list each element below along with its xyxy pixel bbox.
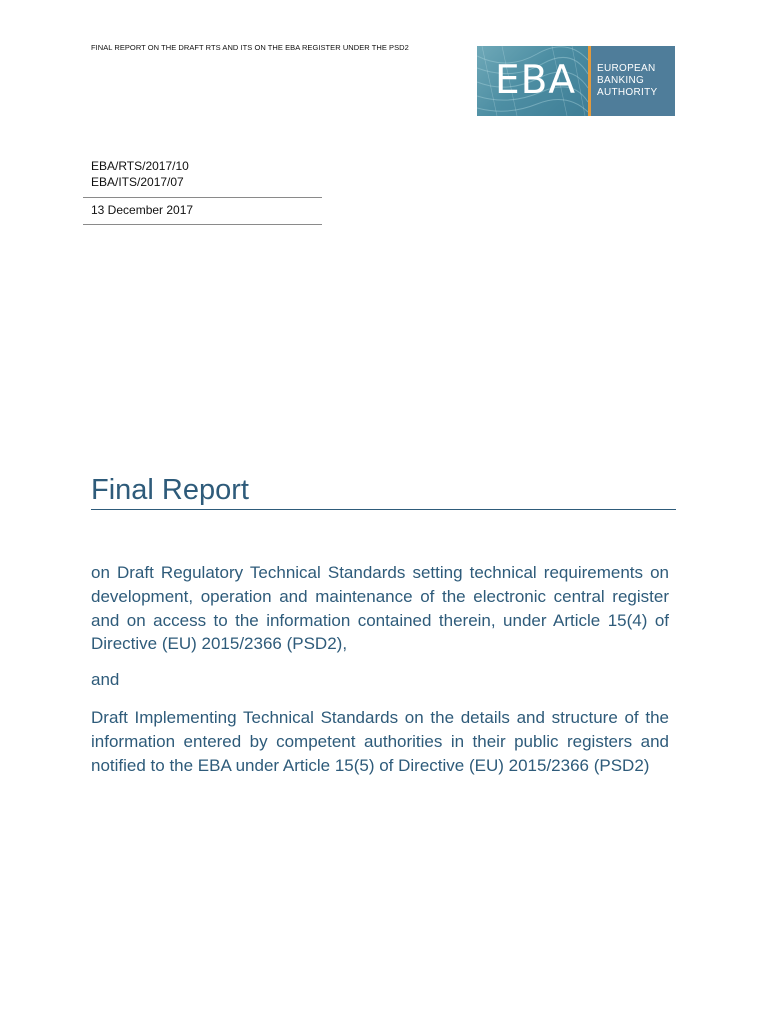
subject-paragraph-rts: on Draft Regulatory Technical Standards setting technical requirements on development, operation and maintenance of the electronic central register and on access to the information contained therein, under Article 15(4) of Directive (EU) 2015/2366 (PSD2), [91,563,669,654]
logo-text-panel [591,46,675,116]
eba-logo [477,46,675,116]
document-subject [91,561,669,777]
reference-divider-bottom [83,224,322,225]
subject-connector: and [91,670,120,690]
subject-paragraph-its: Draft Implementing Technical Standards on the details and structure of the information entered by competent authorities in their public registers and notified to the EBA under Article 15(5) of Directive (EU) 2015/2366 (PSD2) [91,707,669,775]
logo-line-european: EUROPEAN [597,63,656,74]
logo-line-banking: BANKING [597,75,645,86]
title-underline [91,509,676,510]
publication-date: 13 December 2017 [91,203,194,217]
its-reference: EBA/ITS/2017/07 [91,175,184,189]
rts-reference: EBA/RTS/2017/10 [91,159,189,173]
reference-divider-top [83,197,322,198]
document-title: Final Report [91,474,249,506]
running-header: FINAL REPORT ON THE DRAFT RTS AND ITS ON THE EBA REGISTER UNDER THE PSD2 [91,43,409,52]
logo-mark-text: EBA [495,58,577,103]
reference-numbers [91,158,189,190]
logo-mark-panel [477,46,588,116]
logo-line-authority: AUTHORITY [597,87,658,98]
